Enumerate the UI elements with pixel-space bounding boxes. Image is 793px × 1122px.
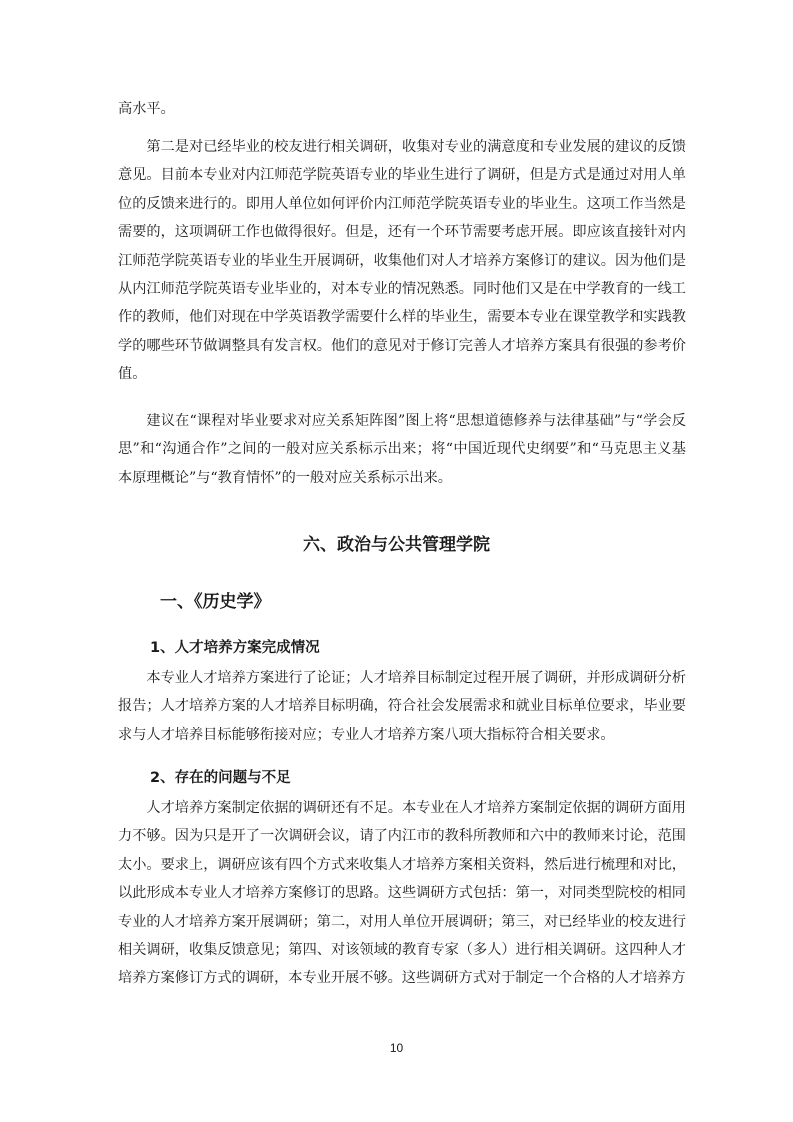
major-heading: 一、《历史学》	[160, 592, 271, 612]
subheading-problems: 2、存在的问题与不足	[150, 770, 291, 786]
page-number: 10	[389, 1041, 404, 1055]
paragraph-alumni-survey: 第二是对已经毕业的校友进行相关调研，收集对专业的满意度和专业发展的建议的反馈意见。目前本专业对内江师范学院英语专业的毕业生进行了调研，但是方式是通过对用人单位的反馈来进行的。即用人单位如何评价内江师范学院英语专业的毕业生。这项工作当然是需要的，这项调研工作也做得很好。但是，还有一个环节需要考虑开展。即应该直接针对内江师范学院英语专业的毕业生开展调研，收集他们对人才培养方案修订的建议。因为他们是从内江师范学院英语专业毕业的，对本专业的情况熟悉。同时他们又是在中学教育的一线工作的教师，他们对现在中学英语教学需要什么样的毕业生，需要本专业在课堂教学和实践教学的哪些环节做调整具有发言权。他们的意见对于修订完善人才培养方案具有很强的参考价值。	[118, 139, 686, 383]
paragraph-suggestion: 建议在“课程对毕业要求对应关系矩阵图”图上将“思想道德修养与法律基础”与“学会反思”和“沟通合作”之间的一般对应关系标示出来；将“中国近现代史纲要”和“马克思主义基本原理概论”与“教育情怀”的一般对应关系标示出来。	[118, 413, 686, 486]
subheading-completion: 1、人才培养方案完成情况	[150, 640, 320, 656]
paragraph-continuation: 高水平。	[118, 101, 175, 117]
paragraph-problems: 人才培养方案制定依据的调研还有不足。本专业在人才培养方案制定依据的调研方面用力不够。因为只是开了一次调研会议，请了内江市的教科所教师和六中的教师来讨论，范围太小。要求上，调研应该有四个方式来收集人才培养方案相关资料，然后进行梳理和对比，以此形成本专业人才培养方案修订的思路。这些调研方式包括：第一，对同类型院校的相同专业的人才培养方案开展调研；第二，对用人单位开展调研；第三，对已经毕业的校友进行相关调研，收集反馈意见；第四、对该领域的教育专家（多人）进行相关调研。这四种人才培养方案修订方式的调研，本专业开展不够。这些调研方式对于制定一个合格的人才培养方	[118, 800, 686, 987]
paragraph-completion: 本专业人才培养方案进行了论证；人才培养目标制定过程开展了调研，并形成调研分析报告；人才培养方案的人才培养目标明确，符合社会发展需求和就业目标单位要求，毕业要求与人才培养目标能够衔接对应；专业人才培养方案八项大指标符合相关要求。	[118, 670, 686, 743]
section-heading: 六、政治与公共管理学院	[303, 535, 490, 555]
